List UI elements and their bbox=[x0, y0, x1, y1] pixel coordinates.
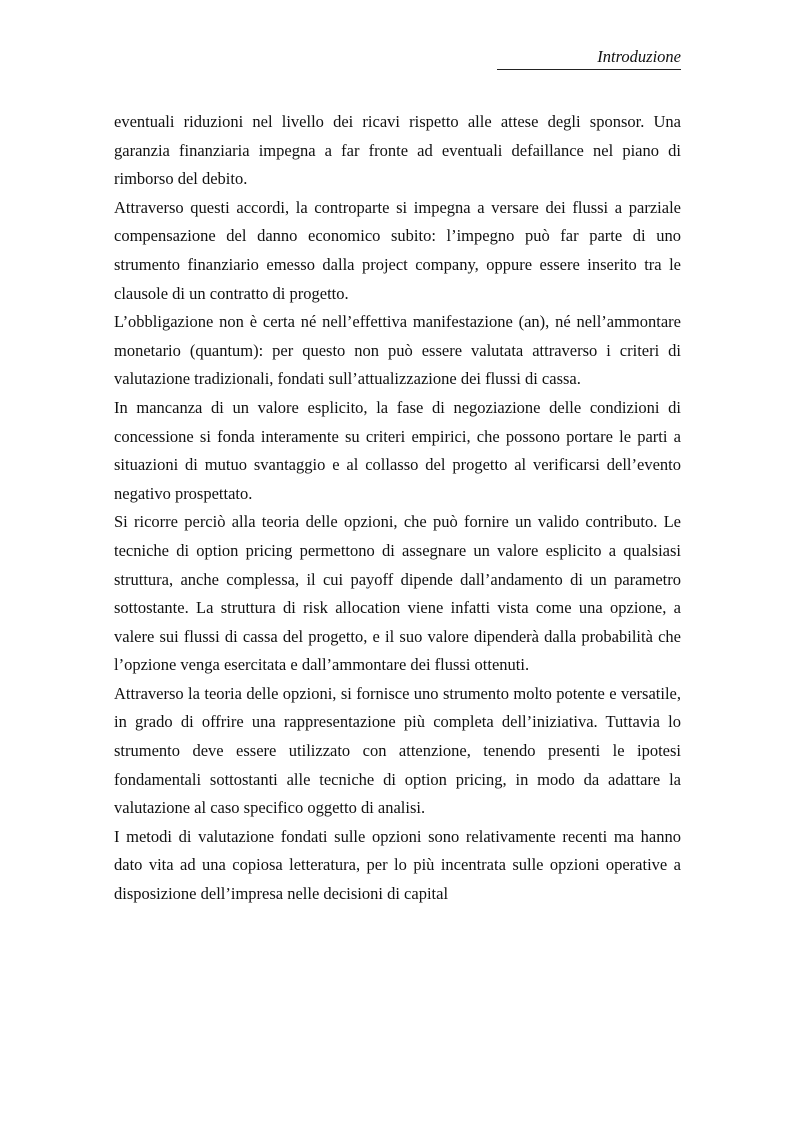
paragraph-4: In mancanza di un valore esplicito, la fase di negoziazione delle condizioni di concessione si fonda interamente su criteri empirici, che possono portare le parti a situazioni di mutuo svantaggio e al collasso del progetto al verificarsi dell’evento negativo prospettato. bbox=[114, 397, 681, 503]
running-header: Introduzione bbox=[597, 47, 681, 66]
paragraph-5: Si ricorre perciò alla teoria delle opzioni, che può fornire un valido contributo. Le tecniche di option pricing permettono di assegnare un valore esplicito a qualsiasi struttura, anche complessa, il cui payoff dipende dall’andamento di un parametro sottostante. La struttura di risk allocation viene infatti vista come una opzione, a valere sui flussi di cassa del progetto, e il suo valore dipenderà dalla probabilità che l’opzione venga esercitata e dall’ammontare dei flussi ottenuti. bbox=[114, 512, 681, 675]
header-rule bbox=[497, 69, 681, 70]
paragraph-7: I metodi di valutazione fondati sulle opzioni sono relativamente recenti ma hanno dato vita ad una copiosa letteratura, per lo più incentrata sulle opzioni operative a disposizione dell’impresa nelle decisioni di capital bbox=[114, 826, 681, 904]
body-text bbox=[114, 108, 681, 909]
paragraph-6: Attraverso la teoria delle opzioni, si fornisce uno strumento molto potente e versatile, in grado di offrire una rappresentazione più completa dell’iniziativa. Tuttavia lo strumento deve essere utilizzato con attenzione, tenendo presenti le ipotesi fondamentali sottostanti alle tecniche di option pricing, in modo da adattare la valutazione al caso specifico oggetto di analisi. bbox=[114, 683, 681, 818]
paragraph-2: Attraverso questi accordi, la controparte si impegna a versare dei flussi a parziale compensazione del danno economico subito: l’impegno può far parte di uno strumento finanziario emesso dalla project company, oppure essere inserito tra le clausole di un contratto di progetto. bbox=[114, 197, 681, 303]
paragraph-1: eventuali riduzioni nel livello dei ricavi rispetto alle attese degli sponsor. Una garanzia finanziaria impegna a far fronte ad eventuali defaillance nel piano di rimborso del debito. bbox=[114, 112, 681, 189]
paragraph-3: L’obbligazione non è certa né nell’effettiva manifestazione (an), né nell’ammontare monetario (quantum): per questo non può essere valutata attraverso i criteri di valutazione tradizionali, fondati sull’attualizzazione dei flussi di cassa. bbox=[114, 312, 681, 389]
